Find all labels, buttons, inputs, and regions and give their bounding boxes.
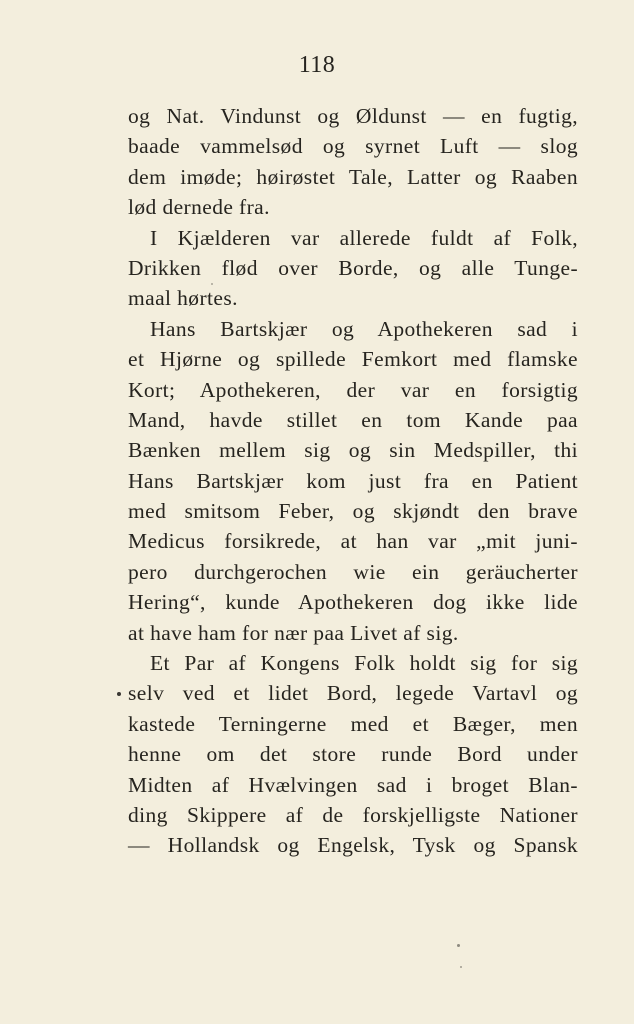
text-line: at have ham for nær paa Livet af sig. <box>128 620 459 645</box>
text-line: med smitsom Feber, og skjøndt den brave <box>128 499 578 524</box>
paper-speck <box>457 944 460 947</box>
text-line: kastede Terningerne med et Bæger, men <box>128 711 578 736</box>
text-line: henne om det store runde Bord under <box>128 742 578 767</box>
text-line: maal hørtes. <box>128 286 238 311</box>
text-line: baade vammelsød og syrnet Luft — slog <box>128 134 578 159</box>
text-line: Hering“, kunde Apothekeren dog ikke lide <box>128 590 578 615</box>
paper-speck <box>211 283 213 285</box>
text-line: Medicus forsikrede, at han var „mit juni- <box>128 529 578 554</box>
text-line: Kort; Apothekeren, der var en forsigtig <box>128 377 578 402</box>
text-line: og Nat. Vindunst og Øldunst — en fugtig, <box>128 104 578 128</box>
paper-speck <box>460 966 462 968</box>
paper-speck <box>117 692 121 696</box>
text-line: dem imøde; høirøstet Tale, Latter og Raaben <box>128 164 578 189</box>
text-line: Drikken flød over Borde, og alle Tunge- <box>128 255 578 280</box>
text-line: lød dernede fra. <box>128 195 270 220</box>
text-line: ding Skippere af de forskjelligste Nationer <box>128 802 578 827</box>
page-number: 118 <box>298 52 336 78</box>
text-line: — Hollandsk og Engelsk, Tysk og Spansk <box>128 833 578 858</box>
text-line: et Hjørne og spillede Femkort med flamske <box>128 347 578 372</box>
text-line: Hans Bartskjær kom just fra en Patient <box>128 468 578 493</box>
text-line: pero durchgerochen wie ein geräucherter <box>128 559 578 584</box>
text-line: Hans Bartskjær og Apothekeren sad i <box>150 316 578 341</box>
text-line: I Kjælderen var allerede fuldt af Folk, <box>150 225 578 250</box>
text-line: Mand, havde stillet en tom Kande paa <box>128 407 578 432</box>
text-line: Bænken mellem sig og sin Medspiller, thi <box>128 438 578 463</box>
text-line: Et Par af Kongens Folk holdt sig for sig <box>150 651 578 676</box>
text-line: Midten af Hvælvingen sad i broget Blan- <box>128 772 578 797</box>
text-line: selv ved et lidet Bord, legede Vartavl og <box>128 681 578 706</box>
body-text <box>128 101 578 861</box>
